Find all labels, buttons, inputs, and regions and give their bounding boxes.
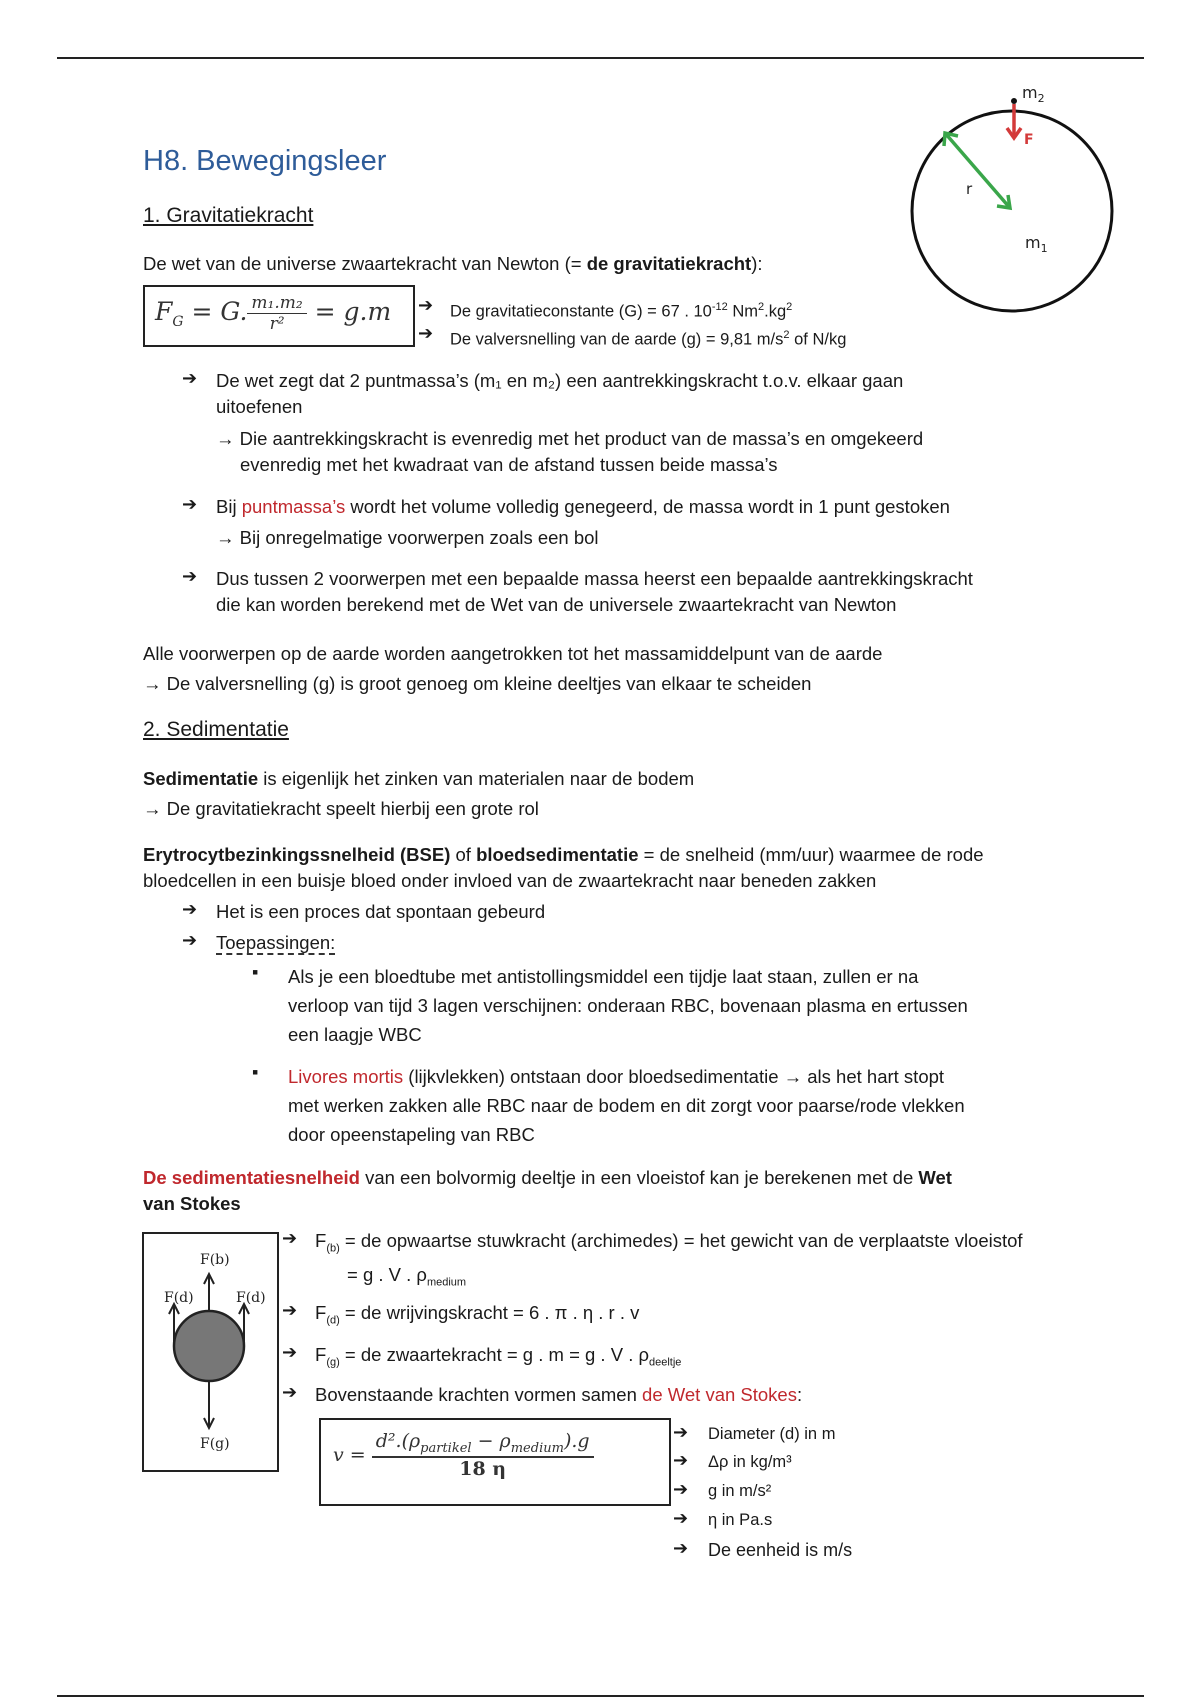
fd-right-label: F(d) bbox=[236, 1290, 266, 1306]
arrow-icon: ➔ bbox=[282, 1228, 298, 1248]
page-title: H8. Bewegingsleer bbox=[143, 145, 387, 177]
force-buoyancy: $F_{(b)}$ = de opwaartse stuwkracht (archimedes) = het gewicht van de verplaatste vloeistof = g . V . $\rho_{medium}$ bbox=[315, 1230, 1023, 1289]
point-irregular: → Bij onregelmatige voorwerpen zoals een bol bbox=[216, 527, 599, 548]
arrow-icon: ➔ bbox=[182, 899, 198, 919]
fd-left-label: F(d) bbox=[164, 1290, 194, 1306]
particle-sphere bbox=[174, 1311, 244, 1381]
arrow-icon: ➔ bbox=[418, 295, 434, 315]
arrow-icon: ➔ bbox=[673, 1450, 689, 1470]
arrow-icon: ➔ bbox=[182, 930, 198, 950]
unit-viscosity: η in Pa.s bbox=[708, 1511, 773, 1529]
gravity-intro: De wet van de universe zwaartekracht van Newton (= de gravitatiekracht): bbox=[143, 253, 763, 274]
mass-circle bbox=[912, 111, 1112, 311]
application-livores-mortis: Livores mortis (lijkvlekken) ontstaan door bloedsedimentatie → als het hart stopt met werken zakken alle RBC naar de bodem en dit zorgt voor paarse/rode vlekken door opeenstapeling van RBC bbox=[288, 1066, 965, 1145]
point-attraction: Dus tussen 2 voorwerpen met een bepaalde massa heerst een bepaalde aantrekkingskracht die kan worden berekend met de Wet van de universele zwaartekracht van Newton bbox=[216, 568, 973, 615]
unit-velocity: De eenheid is m/s bbox=[708, 1540, 853, 1560]
arrow-icon: ➔ bbox=[673, 1422, 689, 1442]
bullet-icon: ▪ bbox=[252, 962, 259, 982]
applications-label: Toepassingen: bbox=[216, 932, 336, 953]
arrow-icon: ➔ bbox=[282, 1342, 298, 1362]
bullet-icon: ▪ bbox=[252, 1062, 259, 1082]
gravity-diagram bbox=[900, 78, 1130, 323]
mass-point-m2 bbox=[1011, 98, 1017, 104]
unit-acceleration: g in m/s² bbox=[708, 1482, 772, 1500]
unit-diameter: Diameter (d) in m bbox=[708, 1425, 836, 1443]
unit-density: Δρ in kg/m³ bbox=[708, 1453, 792, 1471]
sedimentation-definition: Sedimentatie is eigenlijk het zinken van materialen naar de bodem → De gravitatiekracht speelt hierbij een grote rol bbox=[143, 768, 695, 819]
arrow-icon: ➔ bbox=[282, 1382, 298, 1402]
forces-diagram-box bbox=[142, 1232, 279, 1472]
bottom-rule bbox=[57, 1695, 1144, 1697]
arrow-icon: ➔ bbox=[282, 1300, 298, 1320]
section-heading-sedimentation: 2. Sedimentatie bbox=[143, 718, 289, 741]
stokes-formula-box bbox=[319, 1418, 671, 1506]
radius-arrow-line bbox=[945, 133, 1010, 208]
section-heading-gravity: 1. Gravitatiekracht bbox=[143, 204, 314, 227]
process-text: Het is een proces dat spontaan gebeurd bbox=[216, 901, 546, 922]
note-gravity-constant: De gravitatieconstante (G) = 67 . $10^{-12}$ $Nm^2.kg^2$ bbox=[450, 301, 793, 321]
newton-formula-box bbox=[143, 285, 415, 347]
point-proportional: → Die aantrekkingskracht is evenredig met het product van de massa’s en omgekeerd evenredig met het kwadraat van de afstand tussen beide massa’s bbox=[216, 428, 924, 475]
fg-label: F(g) bbox=[200, 1436, 230, 1452]
arrow-icon: ➔ bbox=[182, 494, 198, 514]
m2-label: $m_2$ bbox=[1022, 83, 1045, 105]
force-label: F bbox=[1024, 132, 1034, 148]
arrow-icon: ➔ bbox=[673, 1479, 689, 1499]
point-point-masses: Bij puntmassa’s wordt het volume volledig genegeerd, de massa wordt in 1 punt gestoken bbox=[216, 496, 950, 517]
bse-definition: Erytrocytbezinkingssnelheid (BSE) of bloedsedimentatie = de snelheid (mm/uur) waarmee de rode bloedcellen in een buisje bloed onder invloed van de zwaartekracht naar beneden zakken bbox=[143, 844, 984, 891]
arrow-icon: ➔ bbox=[673, 1538, 689, 1558]
force-gravity: $F_{(g)}$ = de zwaartekracht = g . m = g . V . $\rho_{deeltje}$ bbox=[315, 1344, 682, 1369]
top-rule bbox=[57, 57, 1144, 59]
point-two-masses: De wet zegt dat 2 puntmassa’s (m₁ en m₂) een aantrekkingskracht t.o.v. elkaar gaan uitoefenen bbox=[216, 370, 904, 417]
m1-label: $m_1$ bbox=[1025, 233, 1048, 255]
fb-label: F(b) bbox=[200, 1252, 230, 1268]
note-fall-acceleration: De valversnelling van de aarde (g) = 9,81 $m/s^2$ of N/kg bbox=[450, 329, 847, 349]
stokes-summary: Bovenstaande krachten vormen samen de Wet van Stokes: bbox=[315, 1384, 803, 1405]
arrow-icon: ➔ bbox=[418, 323, 434, 343]
stokes-intro: De sedimentatiesnelheid van een bolvormig deeltje in een vloeistof kan je berekenen met de Wet van Stokes bbox=[143, 1167, 952, 1214]
stokes-formula: v = $\frac{d^2.(\rho_{partikel} - \rho_{medium}).g}{18 \eta}$ bbox=[333, 1430, 594, 1480]
earth-attraction-text: Alle voorwerpen op de aarde worden aangetrokken tot het massamiddelpunt van de aarde → De valversnelling (g) is groot genoeg om kleine deeltjes van elkaar te scheiden bbox=[143, 643, 883, 694]
arrow-icon: ➔ bbox=[673, 1508, 689, 1528]
arrow-icon: ➔ bbox=[182, 566, 198, 586]
forces-diagram bbox=[144, 1234, 277, 1470]
radius-label: r bbox=[966, 180, 973, 198]
force-friction: $F_{(d)}$ = de wrijvingskracht = 6 . π . η . r . v bbox=[315, 1302, 640, 1327]
arrow-icon: ➔ bbox=[182, 368, 198, 388]
newton-formula: $F_G = G$. $\frac{\text{m₁.m₂}}{\text{r²}}$ = g.m bbox=[155, 293, 392, 334]
application-blood-tube: Als je een bloedtube met antistollingsmiddel een tijdje laat staan, zullen er na verloop van tijd 3 lagen verschijnen: onderaan RBC, bovenaan plasma en ertussen een laagje WBC bbox=[288, 966, 968, 1045]
